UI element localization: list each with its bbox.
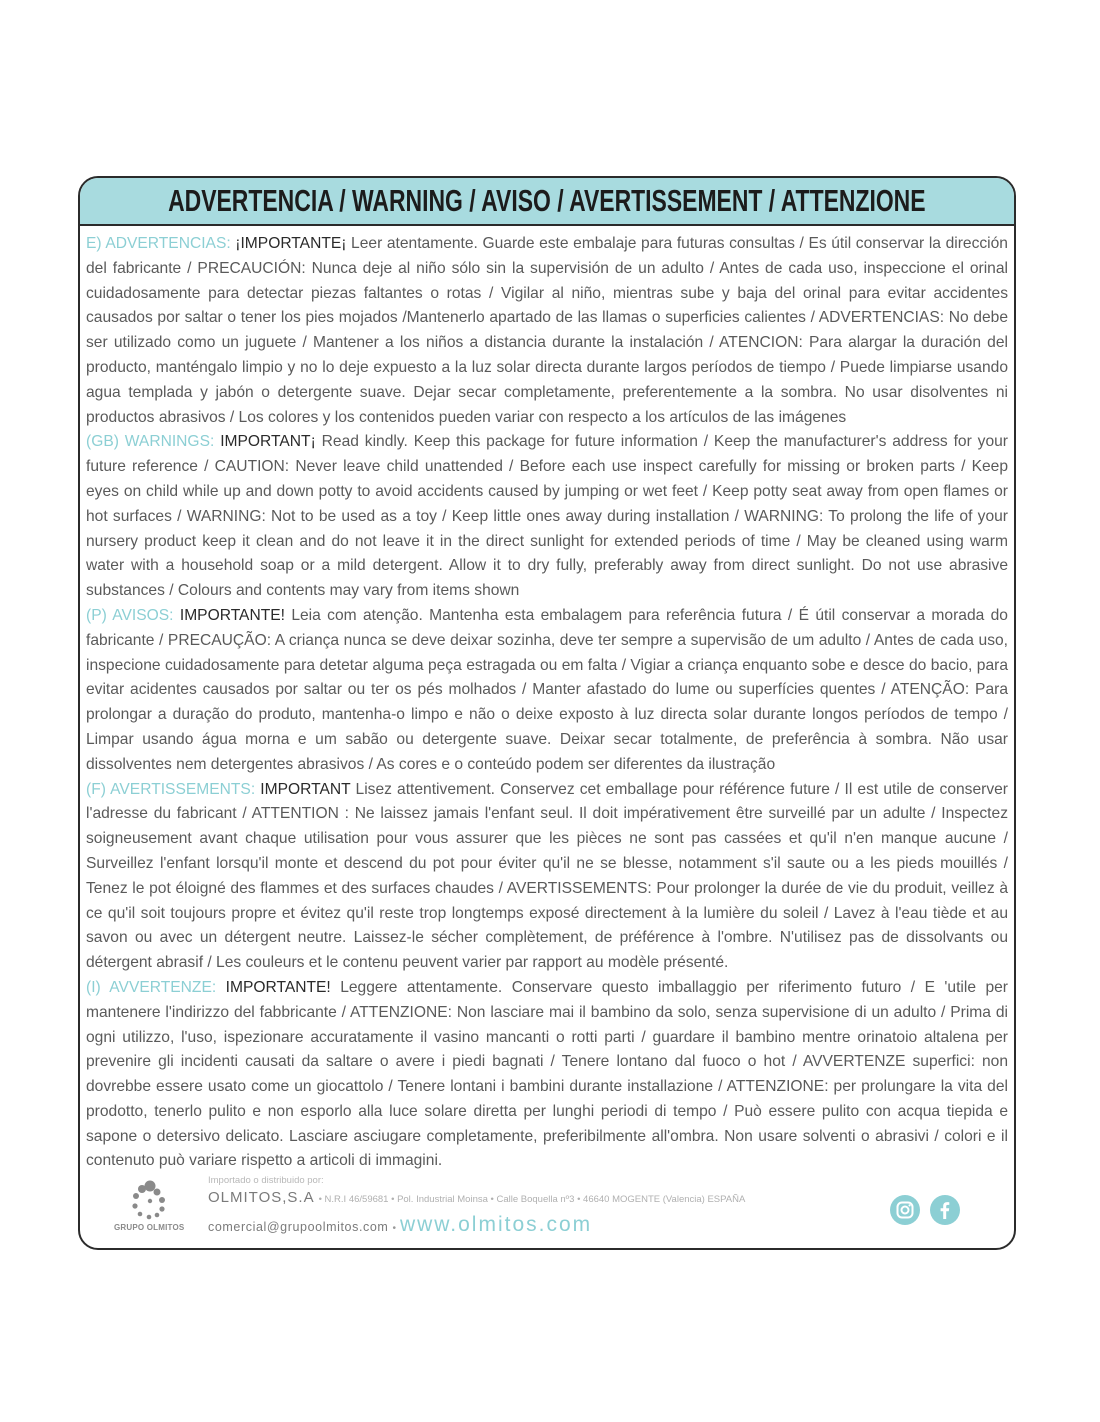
- paragraph-text: Leggere attentamente. Conservare questo imballaggio per riferimento futuro / E 'utile per mantenere l'indirizzo del fabbricante / ATTENZIONE: Non lasciare mai il bambino da solo, senza supervisione di un adulto / Prima di ogni utilizzo, l'uso, ispezionare accuratamente il vasino mancanti o rotti parti / guardare il bambino mentre orinatoio altalena per prevenire gli incidenti causati da saltare o avere i piedi bagnati / Tenere lontano dal fuoco o hot / AVVERTENZE superfici: non dovrebbe essere usato come un giocattolo / Tenere lontani i bambini durante installazione / ATTENZIONE: per prolungare la vita del prodotto, tenerlo pulito e non esporlo alla luce solare diretta per lunghi periodi di tempo / Può essere pulito con acqua tiepida e sapone o detersivo delicato. Lasciare asciugare completamente, preferibilmente all'ombra. Non usare solventi o abrasivi / colori e il contenuto può variare rispetto a articoli di immagini.: [86, 978, 1008, 1170]
- paragraph-text: Leia com atenção. Mantenha esta embalagem para referência futura / É útil conservar a morada do fabricante / PRECAUÇÃO: A criança nunca se deve deixar sozinha, deve ter sempre a supervisão de um adulto / Antes de cada uso, inspecione cuidadosamente para detetar alguma peça estragada ou em falta / Vigiar a criança enquanto sobe e desce do bacio, para evitar acidentes causados por saltar ou ter os pés molhados / Manter afastado do lume ou superfícies quentes / ATENÇÃO: Para prolongar a duração do produto, mantenha-o limpo e não o deixe exposto à luz directa solar durante longos períodos de tempo / Limpar usando água morna e um sabão ou detergente suave. Deixar secar totalmente, de preferência à sombra. Não usar dissolventes nem detergentes abrasivos / As cores e o conteúdo podem ser diferentes da ilustração: [86, 606, 1008, 773]
- company-name: OLMITOS,S.A: [208, 1189, 315, 1206]
- important-label: IMPORTANTE!: [179, 606, 285, 624]
- paragraph-it: [86, 976, 1008, 1174]
- important-label: IMPORTANTE!: [225, 978, 331, 996]
- lang-label: (I) AVVERTENZE:: [86, 978, 217, 996]
- distributor-label: Importado o distribuido por:: [208, 1175, 324, 1186]
- lang-label: E) ADVERTENCIAS:: [86, 235, 231, 252]
- lang-label: (F) AVERTISSEMENTS:: [86, 780, 256, 798]
- logo-label: GRUPO OLMITOS: [114, 1223, 185, 1232]
- company-logo: [110, 1177, 190, 1237]
- paragraph-text: Read kindly. Keep this package for future information / Keep the manufacturer's address for your future reference / CAUTION: Never leave child unattended / Before each use inspect carefully for missing or broken parts / Keep eyes on child while up and down potty to avoid accidents caused by jumping or wet feet / Keep potty seat away from open flames or hot surfaces / WARNING: Not to be used as a toy / Keep little ones away during installation / WARNING: To prolong the life of your nursery product keep it clean and do not leave it in the direct sunlight for extended periods of time / May be cleaned using warm water with a household soap or a mild detergent. Allow it to dry fully, preferably away from direct sunlight. Do not use abrasive substances / Colours and contents may vary from items shown: [86, 433, 1008, 600]
- paragraph-text: Lisez attentivement. Conservez cet emballage pour référence future / Il est utile de conserver l'adresse du fabricant / ATTENTION : Ne laissez jamais l'enfant seul. Il doit impérativement être surveillé par un adulte / Inspectez soigneusement avant chaque utilisation pour vous assurer que les pièces ne sont pas cassées et qu'il n'en manque aucune / Surveillez l'enfant lorsqu'il monte et descend du pot pour éviter qu'il ne se blesse, notamment s'il saute ou a les pieds mouillés / Tenez le pot éloigné des flammes et des surfaces chaudes / AVERTISSEMENTS: Pour prolonger la durée de vie du produit, veillez à ce qu'il soit toujours propre et évitez qu'il reste trop longtemps exposé directement à la lumière du soleil / Lavez à l'eau tiède et au savon ou avec un détergent neutre. Laissez-le sécher complètement, de préférence à l'ombre. N'utilisez pas de dissolvants ou détergent abrasif / Les couleurs et le contenu peuvent varier par rapport au modèle présenté.: [86, 780, 1008, 972]
- company-line: [208, 1189, 745, 1207]
- email-link[interactable]: comercial@grupoolmitos.com: [208, 1220, 389, 1234]
- company-address: • N.R.I 46/59681 • Pol. Industrial Moinsa • Calle Boquella nº3 • 46640 MOGENTE (Valencia) ESPAÑA: [318, 1194, 746, 1205]
- social-links: [890, 1195, 960, 1225]
- separator: •: [392, 1223, 396, 1234]
- paragraph-pt: [86, 604, 1008, 778]
- paragraph-es: [86, 232, 1008, 430]
- paragraph-gb: [86, 430, 1008, 604]
- facebook-icon[interactable]: [930, 1195, 960, 1225]
- contact-line: [208, 1213, 592, 1237]
- page-title: ADVERTENCIA / WARNING / AVISO / AVERTISSEMENT / ATTENZIONE: [168, 183, 926, 218]
- footer: [80, 1171, 1014, 1241]
- instagram-icon[interactable]: [890, 1195, 920, 1225]
- website-link[interactable]: www.olmitos.com: [399, 1213, 593, 1236]
- lang-label: (P) AVISOS:: [86, 606, 174, 624]
- warning-card: [78, 176, 1016, 1250]
- olmitos-logo-icon: [110, 1177, 190, 1225]
- lang-label: (GB) WARNINGS:: [86, 433, 215, 451]
- paragraph-text: Leer atentamente. Guarde este embalaje para futuras consultas / Es útil conservar la dirección del fabricante / PRECAUCIÓN: Nunca deje al niño sólo sin la supervisión de un adulto / Antes de cada uso, inspeccione el orinal cuidadosamente para detectar piezas faltantes o rotas / Vigilar al niño, mientras sube y baja del orinal para evitar accidentes causados por saltar o tener los pies mojados /Mantenerlo apartado de las llamas o superficies calientes / ADVERTENCIAS: No debe ser utilizado como un juguete / Mantener a los niños a distancia durante la instalación / ATENCION: Para alargar la duración del producto, manténgalo limpio y no lo deje expuesto a la luz solar directa durante largos períodos de tiempo / Puede limpiarse usando agua templada y jabón o detergente suave. Dejar secar completamente, preferentemente a la sombra. No usar disolventes ni productos abrasivos / Los colores y los contenidos pueden variar con respecto a los artículos de las imágenes: [86, 235, 1008, 426]
- paragraph-fr: [86, 778, 1008, 976]
- logo-text: [114, 1223, 184, 1232]
- header-band: [80, 178, 1014, 226]
- warning-body: [80, 226, 1014, 1174]
- important-label: IMPORTANT: [260, 780, 351, 798]
- important-label: ¡IMPORTANTE¡: [235, 235, 347, 252]
- important-label: IMPORTANT¡: [220, 433, 316, 451]
